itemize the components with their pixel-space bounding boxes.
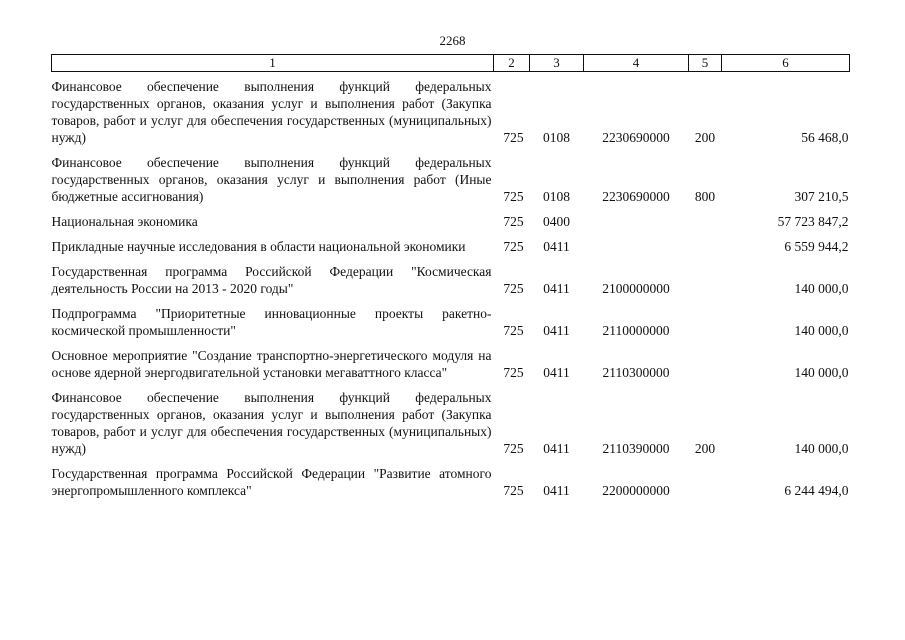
row-amount: 140 000,0: [794, 365, 849, 380]
row-target-code: 2110390000: [602, 441, 670, 456]
row-gov-code: 725: [503, 365, 524, 380]
row-expense-type: [689, 230, 722, 255]
row-section-code: 0411: [543, 483, 570, 498]
row-section-code: 0108: [543, 189, 570, 204]
row-name: Финансовое обеспечение выполнения функций федеральных государственных органов, оказания услуг и выполнения работ (Закупка товаров, работ и услуг для обеспечения государственных (муниципальных) нужд): [51, 390, 492, 456]
table-row: [52, 205, 850, 230]
row-name: Подпрограмма "Приоритетные инновационные проекты ракетно-космической промышленности": [51, 306, 492, 338]
row-gov-code: 725: [503, 214, 524, 229]
table-row: [52, 457, 850, 499]
row-section-code: 0411: [543, 281, 570, 296]
table-row: [52, 381, 850, 457]
row-target-code: 2100000000: [602, 281, 670, 296]
row-amount: 140 000,0: [794, 441, 849, 456]
row-target-code: [584, 230, 689, 255]
row-expense-type: [689, 255, 722, 297]
row-section-code: 0108: [543, 130, 570, 145]
row-expense-type: [689, 457, 722, 499]
row-amount: 56 468,0: [801, 130, 849, 145]
row-gov-code: 725: [503, 189, 524, 204]
row-name: Прикладные научные исследования в области национальной экономики: [51, 239, 466, 254]
row-expense-type: [689, 205, 722, 230]
row-target-code: 2200000000: [602, 483, 670, 498]
row-name: Государственная программа Российской Федерации "Космическая деятельность России на 2013 - 2020 годы": [51, 264, 492, 296]
row-target-code: 2230690000: [602, 130, 670, 145]
row-section-code: 0411: [543, 323, 570, 338]
row-name: Финансовое обеспечение выполнения функций федеральных государственных органов, оказания услуг и выполнения работ (Закупка товаров, работ и услуг для обеспечения государственных (муниципальных) нужд): [51, 79, 492, 145]
row-target-code: [584, 205, 689, 230]
row-gov-code: 725: [503, 323, 524, 338]
row-name: Основное мероприятие "Создание транспортно-энергетического модуля на основе ядерной энергодвигательной установки мегаваттного класса": [51, 348, 492, 380]
row-name: Национальная экономика: [51, 214, 198, 229]
table-row: [52, 230, 850, 255]
table-row: [52, 297, 850, 339]
row-amount: 57 723 847,2: [777, 214, 849, 229]
row-section-code: 0411: [543, 239, 570, 254]
row-target-code: 2110000000: [602, 323, 670, 338]
row-gov-code: 725: [503, 441, 524, 456]
row-name: Государственная программа Российской Федерации "Развитие атомного энергопромышленного комплекса": [51, 466, 492, 498]
header-col-4: 4: [584, 55, 689, 72]
header-col-6: 6: [722, 55, 850, 72]
table-body: [52, 72, 850, 500]
table-row: [52, 339, 850, 381]
row-target-code: 2110300000: [602, 365, 670, 380]
row-expense-type: 200: [694, 130, 716, 145]
row-amount: 307 210,5: [794, 189, 849, 204]
row-gov-code: 725: [503, 239, 524, 254]
table-row: [52, 146, 850, 205]
row-gov-code: 725: [503, 483, 524, 498]
header-col-5: 5: [689, 55, 722, 72]
header-col-3: 3: [530, 55, 584, 72]
header-col-2: 2: [494, 55, 530, 72]
row-amount: 6 244 494,0: [784, 483, 849, 498]
row-section-code: 0411: [543, 441, 570, 456]
row-amount: 6 559 944,2: [784, 239, 849, 254]
row-expense-type: [689, 297, 722, 339]
table-row: [52, 255, 850, 297]
row-gov-code: 725: [503, 130, 524, 145]
row-section-code: 0411: [543, 365, 570, 380]
row-target-code: 2230690000: [602, 189, 670, 204]
row-section-code: 0400: [543, 214, 570, 229]
table-header: [52, 55, 850, 72]
row-name: Финансовое обеспечение выполнения функций федеральных государственных органов, оказания услуг и выполнения работ (Иные бюджетные ассигнования): [51, 155, 492, 204]
row-amount: 140 000,0: [794, 323, 849, 338]
table-row: [52, 72, 850, 147]
row-gov-code: 725: [503, 281, 524, 296]
header-col-1: 1: [52, 55, 494, 72]
row-expense-type: 800: [694, 189, 716, 204]
row-expense-type: [689, 339, 722, 381]
row-amount: 140 000,0: [794, 281, 849, 296]
header-row: [52, 55, 850, 72]
row-expense-type: 200: [694, 441, 716, 456]
page-number: 2268: [439, 33, 466, 48]
budget-table: [51, 54, 850, 499]
